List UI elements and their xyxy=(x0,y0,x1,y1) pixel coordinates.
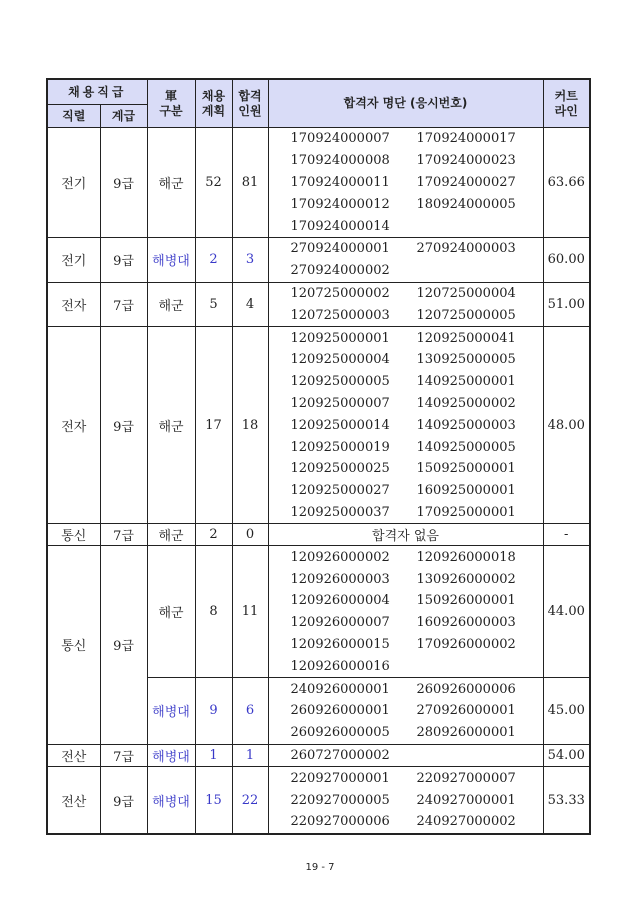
table-row xyxy=(47,282,590,327)
passer-list-cell xyxy=(268,546,543,678)
exam-number: 270924000003 xyxy=(416,241,516,257)
branch-cell: 해병대 xyxy=(147,237,195,282)
table-row xyxy=(47,744,590,767)
series-cell: 전기 xyxy=(47,237,100,282)
plan-cell: 52 xyxy=(195,128,232,238)
header-passed: 합격 인원 xyxy=(232,79,268,128)
passed-cell: 1 xyxy=(232,744,268,767)
exam-number: 260926000006 xyxy=(416,681,516,697)
branch-cell: 해군 xyxy=(147,282,195,327)
exam-number: 120725000002 xyxy=(290,285,390,301)
branch-cell: 해병대 xyxy=(147,678,195,744)
exam-number: 140925000005 xyxy=(416,439,516,455)
exam-number: 270924000002 xyxy=(290,263,390,279)
exam-number: 120926000016 xyxy=(290,658,390,674)
grade-cell: 9급 xyxy=(100,327,147,524)
cutoff-cell: 53.33 xyxy=(543,767,590,834)
exam-number: 120925000005 xyxy=(290,374,390,390)
exam-number: 240927000001 xyxy=(416,792,516,808)
passer-line xyxy=(291,304,543,326)
passer-line xyxy=(291,327,543,349)
cutoff-cell: 48.00 xyxy=(543,327,590,524)
exam-number: 270926000001 xyxy=(416,703,516,719)
passer-line xyxy=(291,238,543,260)
plan-cell: 5 xyxy=(195,282,232,327)
passer-list-cell xyxy=(268,767,543,834)
passer-line xyxy=(291,349,543,371)
exam-number: 280926000001 xyxy=(416,725,516,741)
exam-number: 120925000041 xyxy=(416,330,516,346)
passer-line xyxy=(291,655,543,677)
passer-line xyxy=(291,546,543,568)
passer-line xyxy=(291,568,543,590)
no-passers-cell: 합격자 없음 xyxy=(268,524,543,546)
passer-line xyxy=(291,260,543,282)
exam-number: 170925000001 xyxy=(416,504,516,520)
results-table xyxy=(46,78,591,835)
passer-line xyxy=(291,150,543,172)
exam-number: 220927000005 xyxy=(290,792,390,808)
cutoff-cell: - xyxy=(543,524,590,546)
table-row xyxy=(47,546,590,678)
header-branch: 軍 구분 xyxy=(147,79,195,128)
page-number: 19 - 7 xyxy=(305,862,335,873)
exam-number: 120725000004 xyxy=(416,285,516,301)
grade-cell: 7급 xyxy=(100,524,147,546)
passer-line xyxy=(291,414,543,436)
series-cell: 통신 xyxy=(47,524,100,546)
exam-number: 170924000008 xyxy=(290,153,390,169)
series-cell: 통신 xyxy=(47,546,100,744)
passed-cell: 6 xyxy=(232,678,268,744)
cutoff-cell: 60.00 xyxy=(543,237,590,282)
passer-line xyxy=(291,590,543,612)
cutoff-cell: 63.66 xyxy=(543,128,590,238)
exam-number: 170924000011 xyxy=(290,174,390,190)
table-row xyxy=(47,524,590,546)
exam-number: 220927000007 xyxy=(416,770,516,786)
passer-line xyxy=(291,612,543,634)
passed-cell: 4 xyxy=(232,282,268,327)
passer-line xyxy=(291,767,543,789)
exam-number: 170924000007 xyxy=(290,131,390,147)
header-series: 직렬 xyxy=(47,105,100,128)
exam-number: 170924000012 xyxy=(290,196,390,212)
grade-cell: 7급 xyxy=(100,744,147,767)
exam-number: 140925000003 xyxy=(416,417,516,433)
exam-number: 120925000025 xyxy=(290,461,390,477)
exam-number: 120926000004 xyxy=(290,593,390,609)
series-cell: 전산 xyxy=(47,767,100,834)
grade-cell: 9급 xyxy=(100,237,147,282)
plan-cell: 2 xyxy=(195,524,232,546)
grade-cell: 7급 xyxy=(100,282,147,327)
exam-number: 120725000005 xyxy=(416,307,516,323)
header-plan: 채용 계획 xyxy=(195,79,232,128)
branch-cell: 해군 xyxy=(147,524,195,546)
passed-cell: 0 xyxy=(232,524,268,546)
exam-number: 130925000005 xyxy=(416,352,516,368)
exam-number: 120925000019 xyxy=(290,439,390,455)
header-cutoff: 커트 라인 xyxy=(543,79,590,128)
exam-number: 120926000002 xyxy=(290,549,390,565)
passer-line xyxy=(291,371,543,393)
passer-line xyxy=(291,215,543,237)
series-cell: 전기 xyxy=(47,128,100,238)
exam-number: 180924000005 xyxy=(416,196,516,212)
exam-number: 260727000002 xyxy=(290,747,390,763)
exam-number: 120926000003 xyxy=(290,571,390,587)
branch-cell: 해군 xyxy=(147,327,195,524)
plan-cell: 9 xyxy=(195,678,232,744)
series-cell: 전자 xyxy=(47,327,100,524)
branch-cell: 해병대 xyxy=(147,744,195,767)
cutoff-cell: 51.00 xyxy=(543,282,590,327)
passer-list-cell xyxy=(268,237,543,282)
passer-line xyxy=(291,128,543,150)
header-recruit-grade: 채용직급 xyxy=(47,79,147,105)
cutoff-cell: 44.00 xyxy=(543,546,590,678)
plan-cell: 1 xyxy=(195,744,232,767)
passed-cell: 18 xyxy=(232,327,268,524)
exam-number: 140925000002 xyxy=(416,395,516,411)
exam-number: 170924000027 xyxy=(416,174,516,190)
passer-line xyxy=(291,502,543,524)
header-list: 합격자 명단 (응시번호) xyxy=(268,79,543,128)
branch-cell: 해군 xyxy=(147,546,195,678)
exam-number: 140925000001 xyxy=(416,374,516,390)
passer-list-cell xyxy=(268,744,543,767)
exam-number: 260926000005 xyxy=(290,725,390,741)
branch-cell: 해군 xyxy=(147,128,195,238)
exam-number: 120925000027 xyxy=(290,483,390,499)
grade-cell: 9급 xyxy=(100,546,147,744)
table-row xyxy=(47,128,590,238)
table-row xyxy=(47,327,590,524)
passer-line xyxy=(291,634,543,656)
passer-line xyxy=(291,458,543,480)
passer-list-cell xyxy=(268,128,543,238)
exam-number: 120925000001 xyxy=(290,330,390,346)
branch-cell: 해병대 xyxy=(147,767,195,834)
exam-number: 260926000001 xyxy=(290,703,390,719)
exam-number: 220927000006 xyxy=(290,814,390,830)
exam-number: 160925000001 xyxy=(416,483,516,499)
plan-cell: 15 xyxy=(195,767,232,834)
passer-line xyxy=(291,393,543,415)
exam-number: 120926000018 xyxy=(416,549,516,565)
exam-number: 170926000002 xyxy=(416,636,516,652)
passer-line xyxy=(291,722,543,744)
table-body xyxy=(47,128,590,834)
passed-cell: 11 xyxy=(232,546,268,678)
header-grade: 계급 xyxy=(100,105,147,128)
passer-line xyxy=(291,193,543,215)
exam-number: 220927000001 xyxy=(290,770,390,786)
exam-number: 160926000003 xyxy=(416,615,516,631)
exam-number: 240927000002 xyxy=(416,814,516,830)
series-cell: 전자 xyxy=(47,282,100,327)
exam-number: 150926000001 xyxy=(416,593,516,609)
exam-number: 120925000004 xyxy=(290,352,390,368)
passed-cell: 22 xyxy=(232,767,268,834)
passer-list-cell xyxy=(268,282,543,327)
plan-cell: 17 xyxy=(195,327,232,524)
passed-cell: 3 xyxy=(232,237,268,282)
exam-number: 150925000001 xyxy=(416,461,516,477)
exam-number: 240926000001 xyxy=(290,681,390,697)
grade-cell: 9급 xyxy=(100,767,147,834)
passer-line xyxy=(291,172,543,194)
cutoff-cell: 54.00 xyxy=(543,744,590,767)
exam-number: 130926000002 xyxy=(416,571,516,587)
table-row xyxy=(47,767,590,834)
passer-line xyxy=(291,283,543,305)
passer-line xyxy=(291,700,543,722)
exam-number: 270924000001 xyxy=(290,241,390,257)
exam-number: 120725000003 xyxy=(290,307,390,323)
series-cell: 전산 xyxy=(47,744,100,767)
passer-list-cell xyxy=(268,327,543,524)
table-row xyxy=(47,237,590,282)
exam-number: 170924000023 xyxy=(416,153,516,169)
passer-line xyxy=(291,480,543,502)
passer-line xyxy=(291,811,543,833)
passer-line xyxy=(291,745,543,767)
grade-cell: 9급 xyxy=(100,128,147,238)
plan-cell: 2 xyxy=(195,237,232,282)
passer-line xyxy=(291,789,543,811)
exam-number: 120926000015 xyxy=(290,636,390,652)
exam-number: 170924000017 xyxy=(416,131,516,147)
exam-number: 120925000014 xyxy=(290,417,390,433)
passer-line xyxy=(291,436,543,458)
exam-number: 120925000037 xyxy=(290,504,390,520)
passer-line xyxy=(291,678,543,700)
plan-cell: 8 xyxy=(195,546,232,678)
cutoff-cell: 45.00 xyxy=(543,678,590,744)
exam-number: 120926000007 xyxy=(290,615,390,631)
exam-number: 120925000007 xyxy=(290,395,390,411)
exam-number: 170924000014 xyxy=(290,218,390,234)
passed-cell: 81 xyxy=(232,128,268,238)
passer-list-cell xyxy=(268,678,543,744)
